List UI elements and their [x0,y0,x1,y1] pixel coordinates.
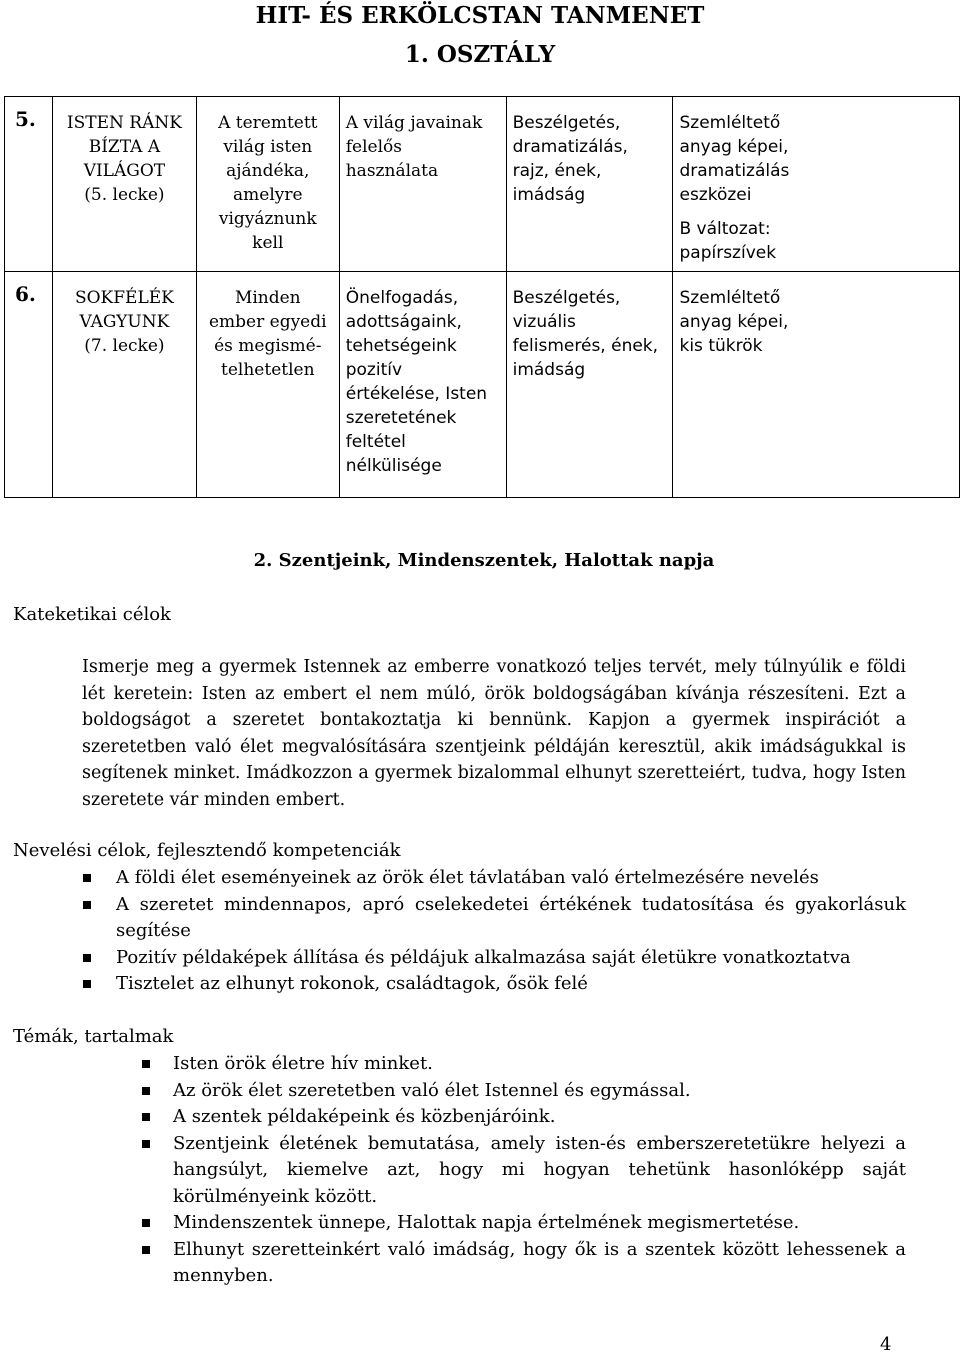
lesson-table [4,96,960,498]
section-title: 2. Szentjeink, Mindenszentek, Halottak napja [253,550,715,571]
list-item: Tisztelet az elhunyt rokonok, családtagok, ősök felé [116,971,906,998]
lesson-title-cell: ISTEN RÁNK BÍZTA A VILÁGOT (5. lecke) [52,97,196,272]
topics-heading: Témák, tartalmak [13,1026,174,1047]
row-number: 6. [5,272,53,498]
page-number: 4 [880,1334,892,1355]
lesson-method-cell: Beszélgetés, vizuális felismerés, ének, imádság [506,272,673,498]
list-item: A szentek példaképeink és közbenjáróink. [173,1104,906,1131]
list-item: Szentjeink életének bemutatása, amely isten-és emberszeretetükre helyezi a hangsúlyt, kiemelve azt, hogy mi hogyan tehetünk hasonlóképp saját körülményeink között. [173,1131,906,1211]
table-row [5,97,960,272]
square-bullet-icon [83,954,91,962]
square-bullet-icon [142,1140,150,1148]
lesson-content-cell: A világ javainak felelős használata [339,97,506,272]
list-item: Elhunyt szeretteinkért való imádság, hogy ők is a szentek között lehessenek a mennyben. [173,1237,906,1290]
lesson-topic-cell: A teremtett világ isten ajándéka, amelyre vigyáznunk kell [196,97,339,272]
catechetical-paragraph: Ismerje meg a gyermek Istennek az emberre vonatkozó teljes tervét, mely túlnyúlik e földi lét keretein: Isten az embert el nem múló, örök boldogságában kívánja részesíteni. Ezt a boldogságot a szeretet bontakoztatja ki bennünk. Kapjon a gyermek inspirációt a szeretetben való élet megvalósítására szentjeink példáján keresztül, akik imádságukkal is segítenek minket. Imádkozzon a gyermek bizalommal elhunyt szeretteiért, tudva, hogy Isten szeretete vár minden embert. [82,657,906,810]
square-bullet-icon [142,1113,150,1121]
document-subtitle: 1. OSZTÁLY [404,41,556,68]
square-bullet-icon [142,1060,150,1068]
lesson-tools-cell: Szemléltető anyag képei, dramatizálás eszközei B változat: papírszívek [673,97,960,272]
goals-list [116,865,906,998]
square-bullet-icon [83,901,91,909]
list-item: A földi élet eseményeinek az örök élet távlatában való értelmezésére nevelés [116,865,906,892]
goals-heading: Nevelési célok, fejlesztendő kompetenciák [13,840,401,861]
catechetical-heading: Kateketikai célok [13,604,171,625]
square-bullet-icon [142,1219,150,1227]
lesson-content-cell: Önelfogadás, adottságaink, tehetségeink pozitív értékelése, Isten szeretetének feltétel nélkülisége [339,272,506,498]
lesson-tools-cell: Szemléltető anyag képei, kis tükrök [673,272,960,498]
square-bullet-icon [83,874,91,882]
square-bullet-icon [142,1246,150,1254]
lesson-topic-cell: Minden ember egyedi és megismé- telhetetlen [196,272,339,498]
topics-list [173,1051,906,1290]
document-title: HIT- ÉS ERKÖLCSTAN TANMENET [255,2,705,29]
square-bullet-icon [142,1087,150,1095]
square-bullet-icon [83,980,91,988]
lesson-title-cell: SOKFÉLÉK VAGYUNK (7. lecke) [52,272,196,498]
list-item: Mindenszentek ünnepe, Halottak napja értelmének megismertetése. [173,1210,906,1237]
list-item: A szeretet mindennapos, apró cselekedetei értékének tudatosítása és gyakorlásuk segítése [116,892,906,945]
row-number: 5. [5,97,53,272]
list-item: Az örök élet szeretetben való élet Istennel és egymással. [173,1078,906,1105]
list-item: Pozitív példaképek állítása és példájuk alkalmazása saját életükre vonatkoztatva [116,945,906,972]
list-item: Isten örök életre hív minket. [173,1051,906,1078]
lesson-method-cell: Beszélgetés, dramatizálás, rajz, ének, imádság [506,97,673,272]
table-row [5,272,960,498]
